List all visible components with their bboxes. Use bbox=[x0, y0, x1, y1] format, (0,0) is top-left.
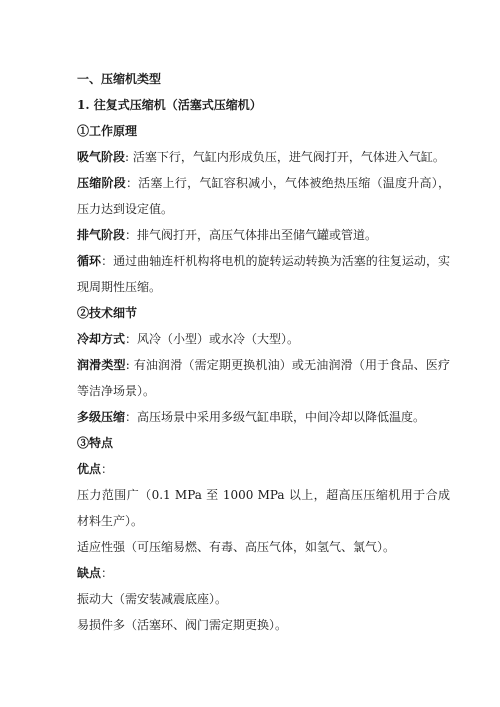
item-label: 吸气阶段 bbox=[77, 150, 126, 164]
details-item-lubrication bbox=[77, 352, 450, 404]
principle-item-exhaust bbox=[77, 222, 450, 248]
cons-label-line bbox=[77, 560, 450, 586]
item-label: 润滑类型 bbox=[77, 358, 126, 372]
pros-label: 优点 bbox=[77, 462, 102, 476]
subsection-title: 1. 往复式压缩机（活塞式压缩机） bbox=[77, 98, 262, 112]
item-text: 活塞下行，气缸内形成负压，进气阀打开，气体进入气缸。 bbox=[132, 150, 445, 164]
item-label: 排气阶段 bbox=[77, 228, 126, 242]
item-sep: ： bbox=[125, 228, 138, 242]
item-sep: : bbox=[125, 150, 133, 164]
item-label: 冷却方式 bbox=[77, 332, 126, 346]
item-sep: ： bbox=[125, 332, 138, 346]
item-sep: ： bbox=[101, 254, 114, 268]
item-label: 循环 bbox=[77, 254, 102, 268]
pros-label-line bbox=[77, 456, 450, 482]
pros-item: 压力范围广（0.1 MPa 至 1000 MPa 以上，超高压压缩机用于合成材料生产）。 bbox=[77, 488, 450, 528]
item-sep: ： bbox=[125, 176, 139, 190]
cons-item: 易损件多（活塞环、阀门需定期更换）。 bbox=[77, 618, 288, 632]
features-heading: ③特点 bbox=[77, 436, 114, 450]
cons-sep: ： bbox=[101, 566, 114, 580]
pros-item: 适应性强（可压缩易燃、有毒、高压气体，如氢气、氯气）。 bbox=[77, 540, 396, 554]
item-text: 风冷（小型）或水冷（大型）。 bbox=[137, 332, 300, 346]
item-sep: ： bbox=[125, 410, 138, 424]
pros-sep: ： bbox=[101, 462, 114, 476]
principle-item-compression bbox=[77, 170, 450, 222]
item-text: 排气阀打开，高压气体排出至储气罐或管道。 bbox=[137, 228, 378, 242]
cons-label: 缺点 bbox=[77, 566, 102, 580]
item-text: 通过曲轴连杆机构将电机的旋转运动转换为活塞的往复运动，实现周期性压缩。 bbox=[77, 254, 450, 294]
item-text: 高压场景中采用多级气缸串联，中间冷却以降低温度。 bbox=[137, 410, 426, 424]
cons-item: 振动大（需安装减震底座）。 bbox=[77, 592, 228, 606]
item-label: 多级压缩 bbox=[77, 410, 126, 424]
details-heading: ②技术细节 bbox=[77, 306, 138, 320]
principle-heading: ①工作原理 bbox=[77, 124, 138, 138]
principle-item-intake bbox=[77, 144, 450, 170]
item-text: 活塞上行，气缸容积减小，气体被绝热压缩（温度升高），压力达到设定值。 bbox=[77, 176, 450, 216]
item-label: 压缩阶段 bbox=[77, 176, 126, 190]
item-text: 有油润滑（需定期更换机油）或无油润滑（用于食品、医疗等洁净场景）。 bbox=[77, 358, 450, 398]
principle-item-cycle bbox=[77, 248, 450, 300]
details-item-multistage bbox=[77, 404, 450, 430]
details-item-cooling bbox=[77, 326, 450, 352]
section-title: 一、压缩机类型 bbox=[77, 72, 162, 86]
item-sep: : bbox=[125, 358, 134, 372]
